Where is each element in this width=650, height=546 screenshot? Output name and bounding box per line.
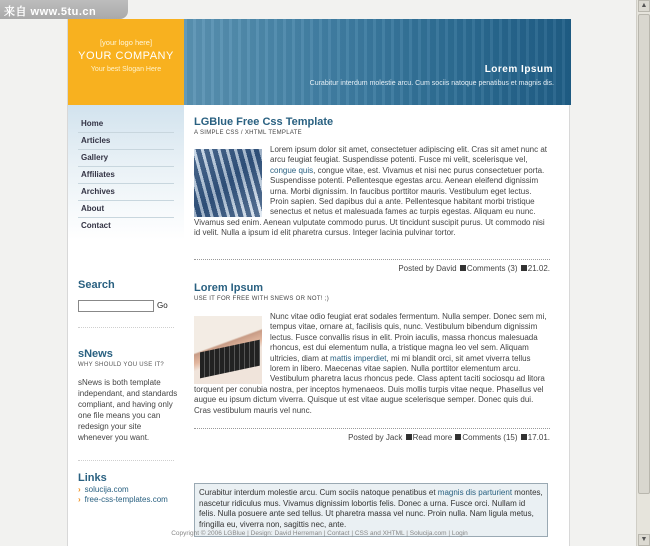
post-subtitle: A SIMPLE CSS / XHTML TEMPLATE	[194, 130, 302, 136]
post-date: 21.02.	[527, 264, 550, 273]
post-subtitle: USE IT FOR FREE WITH SNEWS OR NOT! ;)	[194, 296, 329, 302]
company-slogan: Your best Slogan Here	[90, 66, 162, 73]
comments-link[interactable]: Comments (15)	[462, 433, 518, 442]
nav-item-affiliates[interactable]: Affiliates	[78, 167, 174, 184]
header-banner	[184, 19, 571, 105]
banner-title: Lorem Ipsum	[484, 64, 553, 75]
link-item[interactable]	[78, 485, 168, 495]
link-item[interactable]	[78, 495, 168, 505]
post-text: Lorem ipsum dolor sit amet, consectetuer adipiscing elit. Cras sit amet nunc at arcu feugiat feugiat. Suspendisse potenti. Fusce mi velit, scelerisque vel,	[270, 145, 548, 165]
footer: Copyright © 2006 LGBlue | Design: David Herreman | Contact | CSS and XHTML | Solucija.com | Login	[171, 530, 468, 537]
vertical-scrollbar[interactable]	[636, 0, 650, 546]
link-label[interactable]: free-css-templates.com	[84, 495, 168, 504]
comment-icon	[455, 434, 461, 440]
company-name: YOUR COMPANY	[78, 50, 174, 62]
post-title[interactable]: LGBlue Free Css Template	[194, 116, 334, 128]
links-list	[78, 485, 168, 505]
search-input[interactable]	[78, 300, 154, 312]
page-container	[67, 19, 570, 546]
sidebar	[68, 105, 184, 546]
banner-text: Curabitur interdum molestie arcu. Cum sociis natoque penatibus et magnis dis.	[309, 80, 554, 87]
search-heading: Search	[78, 279, 115, 291]
post-text: , mi mi blandit orci, sit amet viverra tellus lorem in libero. Maecenas vitae sapien. Nulla porttitor elementum arcu. Vestibulum pharetra lacus rhoncus pede. Class aptent taciti sociosqu ad litora torquent per conubia nostra, per inceptos hymenaeos. Duis mollis turpis vitae neque. Phasellus vel augue eu ipsum dictum viverra. Quisque ut est vitae augue scelerisque semper. Donec quis dui. Cras vestibulum mauris vel nunc.	[194, 353, 545, 415]
post-link[interactable]: congue quis	[270, 165, 314, 175]
nav-item-about[interactable]: About	[78, 201, 174, 218]
arrow-icon: ›	[78, 485, 81, 494]
info-text: montes, nascetur ridiculus mus. Vivamus dignissim lobortis felis. Donec a urna. Fusce orci. Nullam id felis. Nulla posuere ante sed tellus. Ut pharetra massa vel nunc. Proin nulla. Nam ligula metus, fringilla eu, viverra non, sagittis nec, ante.	[199, 488, 543, 529]
nav-item-gallery[interactable]: Gallery	[78, 150, 174, 167]
post-title[interactable]: Lorem Ipsum	[194, 282, 264, 294]
link-label[interactable]: solucija.com	[84, 485, 129, 494]
post-body	[194, 145, 550, 239]
scroll-down-icon[interactable]: ▼	[638, 534, 650, 546]
calendar-icon	[521, 434, 527, 440]
nav-item-articles[interactable]: Articles	[78, 133, 174, 150]
comments-link[interactable]: Comments (3)	[466, 264, 518, 273]
post-text: Nunc vitae odio feugiat erat sodales fermentum. Nulla semper. Donec sem mi, tempus vitae, ornare at, facilisis quis, nunc. Vestibulum bibendum dignissim lectus. Fusce convallis risus in elit. Proin iaculis, massa rhoncus malesuada rhoncus, est dui elementum nulla, a tristique magna leo vel sem. Aliquam ultricies, diam at	[270, 312, 547, 363]
sidebar-divider	[78, 327, 174, 328]
arrow-icon	[406, 434, 412, 440]
scroll-thumb[interactable]	[638, 14, 650, 494]
snews-description: sNews is both template independant, and standards compliant, and having only one file means you can redesign your site whenever you want.	[78, 378, 178, 442]
comment-icon	[460, 265, 466, 271]
sidebar-divider	[78, 460, 174, 461]
post-link[interactable]: mattis imperdiet	[330, 353, 387, 363]
search-go-button[interactable]: Go	[157, 301, 168, 310]
logo-box[interactable]	[68, 19, 184, 105]
post-meta	[194, 259, 550, 273]
nav-item-archives[interactable]: Archives	[78, 184, 174, 201]
post-author: Posted by Jack	[348, 433, 403, 442]
post-body	[194, 312, 550, 416]
info-box	[194, 483, 548, 537]
info-text: Curabitur interdum molestie arcu. Cum sociis natoque penatibus et	[199, 488, 438, 497]
info-link[interactable]: magnis dis parturient	[437, 488, 513, 497]
arrow-icon: ›	[78, 495, 81, 504]
read-more-link[interactable]: Read more	[412, 433, 453, 442]
post-author: Posted by David	[398, 264, 457, 273]
calendar-icon	[521, 265, 527, 271]
main-nav	[78, 116, 174, 235]
logo-placeholder: [your logo here]	[99, 38, 153, 47]
nav-item-contact[interactable]: Contact	[81, 221, 111, 230]
watermark: 来自 www.5tu.cn	[0, 0, 128, 19]
snews-subheading: WHY SHOULD YOU USE IT?	[78, 362, 165, 368]
post-date: 17.01.	[527, 433, 550, 442]
links-heading: Links	[78, 472, 107, 484]
post-meta	[194, 428, 550, 442]
snews-heading: sNews	[78, 348, 113, 360]
nav-item-home[interactable]: Home	[78, 116, 174, 133]
scroll-up-icon[interactable]: ▲	[638, 0, 650, 12]
post-text: , congue vitae, est. Vivamus et nisi nec purus consectetuer porta. Suspendisse potenti. Pellentesque egestas arcu. Aenean eleifend dignissim urna. Morbi dignissim. In faucibus porttitor mauris. Vestibulum eget lectus. Proin sapien. Sed dapibus dui a ante. Pellentesque habitant morbi tristique senectus et netus et malesuada fames ac turpis egestas. Aliquam eu nunc. Vivamus sed enim. Aenean vulputate commodo purus. Ut tincidunt suscipit purus. Ut commodo nisi id velit. Nulla a ipsum id elit pharetra cursus. Integer lacinia pulvinar tortor.	[194, 165, 545, 238]
